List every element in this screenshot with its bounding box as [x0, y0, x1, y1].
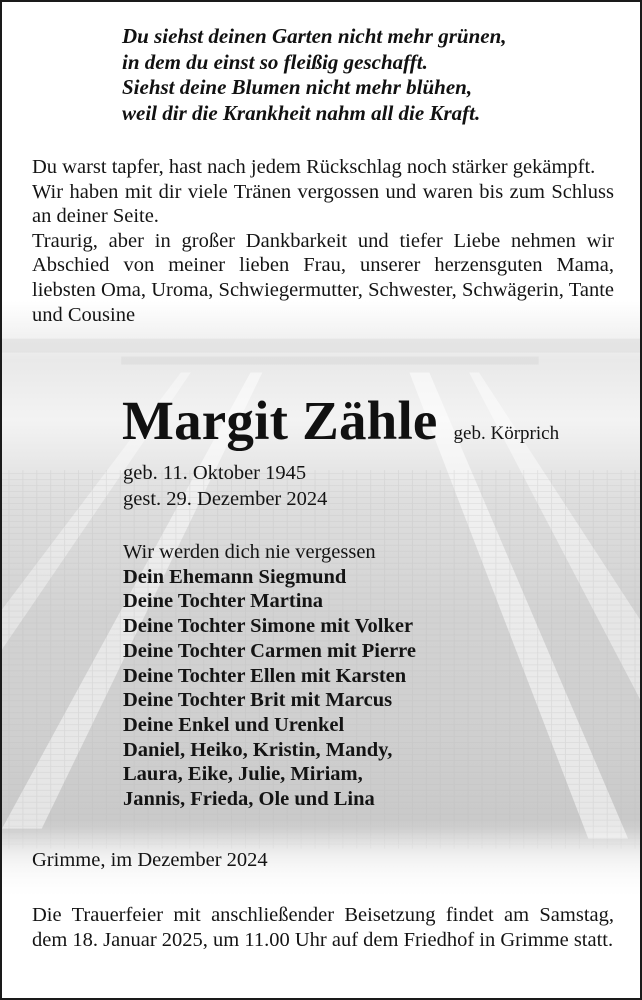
- mourner-line: Laura, Eike, Julie, Miriam,: [123, 763, 363, 786]
- memorial-poem: [122, 24, 582, 126]
- intro-paragraph: Du warst tapfer, hast nach jedem Rückschlag noch stärker gekämpft.: [32, 156, 596, 178]
- intro-paragraph: Wir haben mit dir viele Tränen vergossen und waren bis zum Schluss an deiner Seite.: [32, 180, 614, 228]
- mourners-lead: Wir werden dich nie vergessen: [123, 541, 376, 563]
- mourner-line: Jannis, Frieda, Ole und Lina: [123, 788, 375, 811]
- poem-line: Siehst deine Blumen nicht mehr blühen,: [122, 75, 473, 99]
- funeral-details: Die Trauerfeier mit anschließender Beisetzung findet am Samstag, dem 18. Januar 2025, um 11.00 Uhr auf dem Friedhof in Grimme statt.: [32, 904, 614, 951]
- poem-line: Du siehst deinen Garten nicht mehr grünen,: [122, 24, 507, 48]
- poem-line: in dem du einst so fleißig geschafft.: [122, 49, 428, 74]
- life-dates: [123, 460, 327, 512]
- intro-text: [32, 155, 614, 327]
- intro-paragraph: Traurig, aber in großer Dankbarkeit und tiefer Liebe nehmen wir Abschied von meiner lieben Frau, unserer herzensguten Mama, liebsten Oma, Uroma, Schwiegermutter, Schwester, Schwägerin, Tante und Cousine: [32, 229, 614, 326]
- mourner-line: Deine Tochter Carmen mit Pierre: [123, 639, 416, 662]
- death-date: gest. 29. Dezember 2024: [123, 488, 328, 510]
- poem-line: weil dir die Krankheit nahm all die Kraft.: [122, 100, 481, 125]
- mourner-line: Deine Enkel und Urenkel: [123, 713, 345, 736]
- deceased-name-row: [122, 388, 559, 454]
- birth-date: geb. 11. Oktober 1945: [123, 462, 307, 484]
- mourner-line: Deine Tochter Simone mit Volker: [123, 615, 414, 638]
- mourner-line: Dein Ehemann Siegmund: [123, 565, 347, 588]
- mourner-line: Deine Tochter Martina: [123, 590, 324, 613]
- place-and-date: Grimme, im Dezember 2024: [32, 849, 268, 871]
- mourner-line: Deine Tochter Ellen mit Karsten: [123, 664, 407, 687]
- maiden-name: geb. Körprich: [453, 423, 560, 444]
- deceased-name: Margit Zähle: [122, 390, 438, 451]
- mourners-list: [123, 540, 416, 812]
- mourner-line: Daniel, Heiko, Kristin, Mandy,: [123, 738, 393, 761]
- mourner-line: Deine Tochter Brit mit Marcus: [123, 689, 393, 712]
